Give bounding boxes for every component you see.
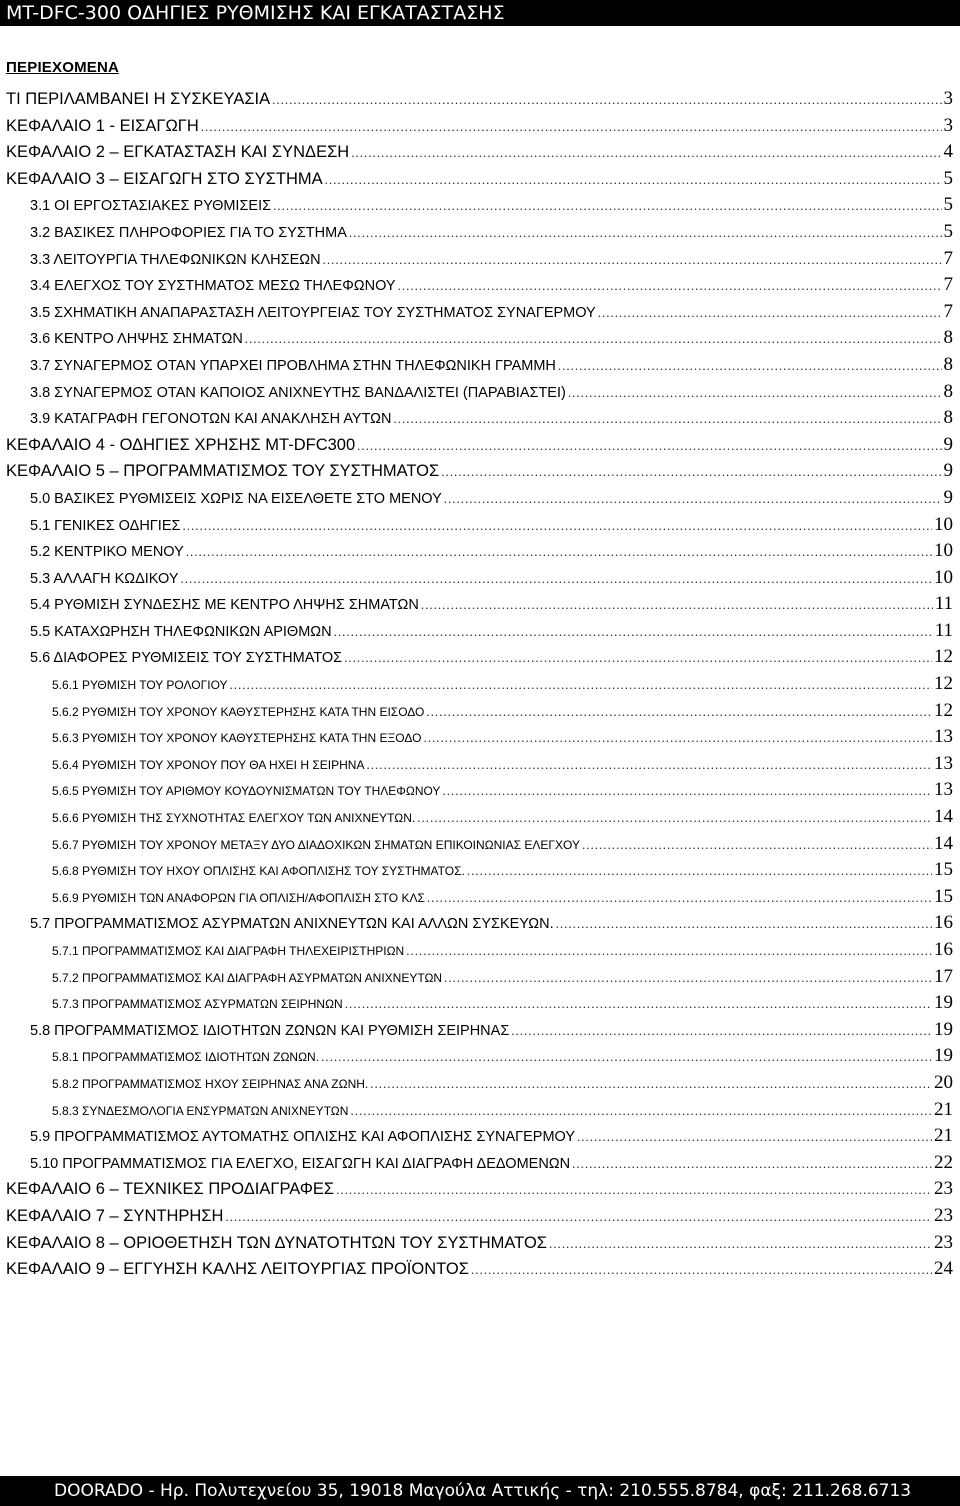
- toc-heading: ΠΕΡΙΕΧΟΜΕΝΑ: [6, 59, 120, 76]
- toc-entry-label: 5.6 ΔΙΑΦΟΡΕΣ ΡΥΘΜΙΣΕΙΣ ΤΟΥ ΣΥΣΤΗΜΑΤΟΣ: [30, 650, 343, 667]
- toc-entry[interactable]: [0, 115, 960, 142]
- toc-entry-page-number: 4: [943, 141, 953, 163]
- toc-entry-page-number: 20: [934, 1071, 953, 1093]
- toc-entry[interactable]: [0, 779, 960, 806]
- toc-entry-page-number: 9: [943, 486, 953, 508]
- toc-entry-label: 5.1 ΓΕΝΙΚΕΣ ΟΔΗΓΙΕΣ: [30, 517, 181, 534]
- document-title: MT-DFC-300 ΟΔΗΓΙΕΣ ΡΥΘΜΙΣΗΣ ΚΑΙ ΕΓΚΑΤΑΣΤΑΣΗΣ: [6, 2, 505, 24]
- toc-entry-label: 5.2 ΚΕΝΤΡΙΚΟ ΜΕΝΟΥ: [30, 544, 184, 561]
- toc-entry-page-number: 10: [934, 566, 953, 588]
- toc-entry-label: 3.6 ΚΕΝΤΡΟ ΛΗΨΗΣ ΣΗΜΑΤΩΝ: [30, 331, 243, 348]
- toc-entry[interactable]: [0, 1099, 960, 1126]
- toc-entry[interactable]: [0, 1232, 960, 1259]
- toc-leader-dots: [471, 1262, 932, 1278]
- toc-entry[interactable]: [0, 886, 960, 913]
- toc-entry[interactable]: [0, 1072, 960, 1099]
- toc-entry-page-number: 15: [934, 885, 953, 907]
- toc-leader-dots: [577, 1129, 932, 1145]
- toc-leader-dots: [345, 996, 932, 1012]
- toc-entry-label: 5.6.9 ΡΥΘΜΙΣΗ ΤΩΝ ΑΝΑΦΟΡΩΝ ΓΙΑ ΟΠΛΙΣΗ/ΑΦΟΠΛΙΣΗ ΣΤΟ ΚΛΣ: [52, 890, 425, 905]
- toc-entry-page-number: 8: [943, 380, 953, 402]
- toc-entry-label: 5.5 ΚΑΤΑΧΩΡΗΣΗ ΤΗΛΕΦΩΝΙΚΩΝ ΑΡΙΘΜΩΝ: [30, 623, 332, 640]
- toc-entry[interactable]: [0, 1205, 960, 1232]
- toc-entry-page-number: 5: [943, 220, 953, 242]
- toc-leader-dots: [394, 411, 942, 427]
- toc-entry-page-number: 12: [934, 646, 953, 668]
- toc-leader-dots: [273, 198, 941, 214]
- toc-entry-page-number: 19: [934, 1018, 953, 1040]
- toc-leader-dots: [182, 518, 932, 534]
- table-of-contents: [0, 88, 960, 1285]
- toc-entry-label: 5.6.1 ΡΥΘΜΙΣΗ ΤΟΥ ΡΟΛΟΓΙΟΥ: [52, 678, 228, 693]
- toc-leader-dots: [444, 970, 932, 986]
- toc-entry[interactable]: [0, 194, 960, 221]
- toc-leader-dots: [406, 943, 932, 959]
- toc-leader-dots: [325, 172, 942, 188]
- toc-entry[interactable]: [0, 514, 960, 541]
- toc-entry[interactable]: [0, 593, 960, 620]
- toc-leader-dots: [366, 757, 932, 773]
- toc-leader-dots: [334, 624, 933, 640]
- toc-entry-label: 5.4 ΡΥΘΜΙΣΗ ΣΥΝΔΕΣΗΣ ΜΕ ΚΕΝΤΡΟ ΛΗΨΗΣ ΣΗΜΑΤΩΝ: [30, 597, 419, 614]
- toc-entry[interactable]: [0, 327, 960, 354]
- toc-leader-dots: [370, 1076, 932, 1092]
- toc-entry[interactable]: [0, 966, 960, 993]
- toc-entry-page-number: 9: [943, 433, 953, 455]
- toc-entry-label: 3.9 ΚΑΤΑΓΡΑΦΗ ΓΕΓΟΝΟΤΩΝ ΚΑΙ ΑΝΑΚΛΗΣΗ ΑΥΤΩΝ: [30, 411, 392, 428]
- toc-entry-label: ΚΕΦΑΛΑΙΟ 8 – ΟΡΙΟΘΕΤΗΣΗ ΤΩΝ ΔΥΝΑΤΟΤΗΤΩΝ ΤΟΥ ΣΥΣΤΗΜΑΤΟΣ: [6, 1233, 547, 1252]
- toc-entry-page-number: 17: [934, 965, 953, 987]
- toc-entry[interactable]: [0, 248, 960, 275]
- toc-entry[interactable]: [0, 833, 960, 860]
- toc-entry-label: ΚΕΦΑΛΑΙΟ 7 – ΣΥΝΤΗΡΗΣΗ: [6, 1206, 224, 1225]
- toc-entry-page-number: 13: [934, 726, 953, 748]
- toc-leader-dots: [245, 331, 942, 347]
- toc-entry[interactable]: [0, 141, 960, 168]
- toc-leader-dots: [321, 1049, 932, 1065]
- toc-entry[interactable]: [0, 700, 960, 727]
- toc-leader-dots: [442, 783, 932, 799]
- toc-entry-label: 5.7.1 ΠΡΟΓΡΑΜΜΑΤΙΣΜΟΣ ΚΑΙ ΔΙΑΓΡΑΦΗ ΤΗΛΕΧΕΙΡΙΣΤΗΡΙΩΝ: [52, 944, 405, 958]
- toc-leader-dots: [186, 544, 932, 560]
- toc-entry-page-number: 11: [934, 593, 953, 615]
- toc-entry-page-number: 9: [943, 460, 953, 482]
- toc-entry-page-number: 12: [934, 673, 953, 695]
- toc-entry-page-number: 12: [934, 699, 953, 721]
- toc-leader-dots: [323, 252, 942, 268]
- toc-entry-page-number: 15: [934, 859, 953, 881]
- toc-entry[interactable]: [0, 673, 960, 700]
- toc-leader-dots: [181, 571, 932, 587]
- toc-entry[interactable]: [0, 168, 960, 195]
- toc-entry[interactable]: [0, 1178, 960, 1205]
- toc-entry-label: 3.5 ΣΧΗΜΑΤΙΚΗ ΑΝΑΠΑΡΑΣΤΑΣΗ ΛΕΙΤΟΥΡΓΕΙΑΣ ΤΟΥ ΣΥΣΤΗΜΑΤΟΣ ΣΥΝΑΓΕΡΜΟΥ: [30, 304, 596, 321]
- toc-leader-dots: [398, 278, 942, 294]
- toc-entry-page-number: 13: [934, 752, 953, 774]
- toc-entry-page-number: 3: [943, 88, 953, 109]
- toc-entry-label: 5.6.2 ΡΥΘΜΙΣΗ ΤΟΥ ΧΡΟΝΟΥ ΚΑΘΥΣΤΕΡΗΣΗΣ ΚΑΤΑ ΤΗΝ ΕΙΣΟΔΟ: [52, 704, 425, 719]
- toc-leader-dots: [572, 1156, 932, 1172]
- toc-entry-label: ΚΕΦΑΛΑΙΟ 2 – ΕΓΚΑΤΑΣΤΑΣΗ ΚΑΙ ΣΥΝΔΕΣΗ: [6, 143, 350, 162]
- toc-entry[interactable]: [0, 859, 960, 886]
- toc-entry-label: 5.6.7 ΡΥΘΜΙΣΗ ΤΟΥ ΧΡΟΝΟΥ ΜΕΤΑΞΥ ΔΥΟ ΔΙΑΔΟΧΙΚΩΝ ΣΗΜΑΤΩΝ ΕΠΙΚΟΙΝΩΝΙΑΣ ΕΛΕΓΧΟΥ: [52, 837, 580, 852]
- toc-entry-page-number: 21: [934, 1125, 953, 1147]
- toc-entry-label: 5.3 ΑΛΛΑΓΗ ΚΩΔΙΚΟΥ: [30, 570, 179, 587]
- toc-entry-page-number: 14: [934, 832, 953, 854]
- toc-entry-page-number: 8: [943, 327, 953, 349]
- toc-leader-dots: [467, 863, 932, 879]
- toc-entry[interactable]: [0, 301, 960, 328]
- toc-entry-label: 5.8.2 ΠΡΟΓΡΑΜΜΑΤΙΣΜΟΣ ΗΧΟΥ ΣΕΙΡΗΝΑΣ ΑΝΑ ΖΩΝΗ.: [52, 1076, 369, 1091]
- toc-entry[interactable]: [0, 88, 960, 115]
- toc-leader-dots: [349, 225, 942, 241]
- toc-entry-label: 5.7.3 ΠΡΟΓΡΑΜΜΑΤΙΣΜΟΣ ΑΣΥΡΜΑΤΩΝ ΣΕΙΡΗΝΩΝ: [52, 997, 343, 1012]
- toc-entry[interactable]: [0, 1019, 960, 1046]
- toc-entry-page-number: 24: [934, 1258, 953, 1280]
- toc-entry-page-number: 23: [934, 1231, 953, 1253]
- toc-entry-page-number: 11: [934, 619, 953, 641]
- toc-entry-label: 3.7 ΣΥΝΑΓΕΡΜΟΣ ΟΤΑΝ ΥΠΑΡΧΕΙ ΠΡΟΒΛΗΜΑ ΣΤΗΝ ΤΗΛΕΦΩΝΙΚΗ ΓΡΑΜΜΗ: [30, 357, 556, 374]
- toc-entry-label: 3.8 ΣΥΝΑΓΕΡΜΟΣ ΟΤΑΝ ΚΑΠΟΙΟΣ ΑΝΙΧΝΕΥΤΗΣ ΒΑΝΔΑΛΙΣΤΕΙ (ΠΑΡΑΒΙΑΣΤΕΙ): [30, 384, 566, 401]
- toc-entry[interactable]: [0, 1258, 960, 1285]
- toc-entry-label: 5.6.6 ΡΥΘΜΙΣΗ ΤΗΣ ΣΥΧΝΟΤΗΤΑΣ ΕΛΕΓΧΟΥ ΤΩΝ ΑΝΙΧΝΕΥΤΩΝ.: [52, 811, 416, 826]
- toc-entry-label: 5.0 ΒΑΣΙΚΕΣ ΡΥΘΜΙΣΕΙΣ ΧΩΡΙΣ ΝΑ ΕΙΣΕΛΘΕΤΕ ΣΤΟ ΜΕΝΟΥ: [30, 490, 442, 507]
- toc-entry-label: 5.8.3 ΣΥΝΔΕΣΜΟΛΟΓΙΑ ΕΝΣΥΡΜΑΤΩΝ ΑΝΙΧΝΕΥΤΩΝ: [52, 1103, 349, 1118]
- toc-entry-page-number: 10: [934, 513, 953, 535]
- toc-entry-page-number: 16: [934, 912, 953, 934]
- toc-leader-dots: [598, 305, 942, 321]
- toc-leader-dots: [201, 119, 942, 135]
- toc-entry-page-number: 16: [934, 939, 953, 960]
- toc-entry[interactable]: [0, 939, 960, 966]
- toc-leader-dots: [444, 491, 942, 507]
- toc-leader-dots: [549, 1236, 932, 1252]
- toc-leader-dots: [417, 810, 932, 826]
- toc-entry-label: 5.6.3 ΡΥΘΜΙΣΗ ΤΟΥ ΧΡΟΝΟΥ ΚΑΘΥΣΤΕΡΗΣΗΣ ΚΑΤΑ ΤΗΝ ΕΞΟΔΟ: [52, 731, 422, 746]
- toc-entry-label: 3.4 ΕΛΕΓΧΟΣ ΤΟΥ ΣΥΣΤΗΜΑΤΟΣ ΜΕΣΩ ΤΗΛΕΦΩΝΟΥ: [30, 278, 396, 295]
- footer-bar: [0, 1476, 960, 1506]
- toc-entry-page-number: 23: [934, 1204, 953, 1226]
- toc-entry-page-number: 19: [934, 992, 953, 1014]
- toc-entry-label: 5.6.4 ΡΥΘΜΙΣΗ ΤΟΥ ΧΡΟΝΟΥ ΠΟΥ ΘΑ ΗΧΕΙ Η ΣΕΙΡΗΝΑ: [52, 757, 365, 772]
- toc-leader-dots: [558, 358, 942, 374]
- toc-entry[interactable]: [0, 221, 960, 248]
- toc-entry-label: ΚΕΦΑΛΑΙΟ 1 - ΕΙΣΑΓΩΓΗ: [6, 116, 199, 135]
- toc-entry[interactable]: [0, 540, 960, 567]
- toc-leader-dots: [568, 385, 942, 401]
- toc-entry-label: ΚΕΦΑΛΑΙΟ 6 – ΤΕΧΝΙΚΕΣ ΠΡΟΔΙΑΓΡΑΦΕΣ: [6, 1180, 335, 1199]
- toc-entry-label: 3.1 ΟΙ ΕΡΓΟΣΤΑΣΙΑΚΕΣ ΡΥΘΜΙΣΕΙΣ: [30, 198, 272, 215]
- toc-entry[interactable]: [0, 620, 960, 647]
- toc-entry-page-number: 13: [934, 779, 953, 801]
- toc-leader-dots: [427, 890, 932, 906]
- toc-leader-dots: [426, 704, 932, 720]
- toc-entry[interactable]: [0, 646, 960, 673]
- toc-entry-label: ΚΕΦΑΛΑΙΟ 3 – ΕΙΣΑΓΩΓΗ ΣΤΟ ΣΥΣΤΗΜΑ: [6, 169, 323, 188]
- toc-entry[interactable]: [0, 806, 960, 833]
- toc-entry-label: 5.8.1 ΠΡΟΓΡΑΜΜΑΤΙΣΜΟΣ ΙΔΙΟΤΗΤΩΝ ΖΩΝΩΝ.: [52, 1050, 320, 1065]
- toc-entry-page-number: 10: [934, 540, 953, 562]
- footer-contact-text: DOORADO - Ηρ. Πολυτεχνείου 35, 19018 Μαγούλα Αττικής - τηλ: 210.555.8784, φαξ: 211.268.6713: [54, 1481, 912, 1501]
- toc-leader-dots: [351, 145, 941, 161]
- toc-entry-label: ΚΕΦΑΛΑΙΟ 5 – ΠΡΟΓΡΑΜΜΑΤΙΣΜΟΣ ΤΟΥ ΣΥΣΤΗΜΑΤΟΣ: [6, 462, 440, 481]
- toc-entry-label: ΤΙ ΠΕΡΙΛΑΜΒΑΝΕΙ Η ΣΥΣΚΕΥΑΣΙΑ: [6, 90, 271, 108]
- toc-entry[interactable]: [0, 434, 960, 461]
- toc-leader-dots: [441, 464, 941, 480]
- toc-entry[interactable]: [0, 726, 960, 753]
- toc-leader-dots: [423, 730, 932, 746]
- toc-entry-label: 3.3 ΛΕΙΤΟΥΡΓΙΑ ΤΗΛΕΦΩΝΙΚΩΝ ΚΛΗΣΕΩΝ: [30, 251, 321, 268]
- toc-entry[interactable]: [0, 274, 960, 301]
- toc-entry-page-number: 22: [934, 1151, 953, 1173]
- toc-entry-page-number: 5: [943, 167, 953, 189]
- toc-entry[interactable]: [0, 753, 960, 780]
- toc-entry-page-number: 5: [943, 194, 953, 216]
- toc-leader-dots: [556, 916, 932, 932]
- toc-leader-dots: [344, 650, 932, 666]
- toc-leader-dots: [230, 677, 932, 693]
- toc-leader-dots: [582, 837, 932, 853]
- toc-entry-label: ΚΕΦΑΛΑΙΟ 4 - ΟΔΗΓΙΕΣ ΧΡΗΣΗΣ MT-DFC300: [6, 435, 356, 454]
- toc-entry[interactable]: [0, 1152, 960, 1179]
- toc-entry[interactable]: [0, 1045, 960, 1072]
- toc-leader-dots: [272, 92, 941, 108]
- toc-leader-dots: [421, 597, 933, 613]
- toc-entry[interactable]: [0, 992, 960, 1019]
- toc-leader-dots: [350, 1103, 932, 1119]
- toc-entry[interactable]: [0, 407, 960, 434]
- toc-entry-page-number: 7: [943, 300, 953, 322]
- toc-entry-page-number: 7: [943, 247, 953, 269]
- toc-entry-page-number: 14: [934, 806, 953, 828]
- toc-entry[interactable]: [0, 460, 960, 487]
- toc-entry-label: 5.6.5 ΡΥΘΜΙΣΗ ΤΟΥ ΑΡΙΘΜΟΥ ΚΟΥΔΟΥΝΙΣΜΑΤΩΝ ΤΟΥ ΤΗΛΕΦΩΝΟΥ: [52, 784, 441, 799]
- toc-entry-page-number: 7: [943, 274, 953, 296]
- toc-entry-label: 3.2 ΒΑΣΙΚΕΣ ΠΛΗΡΟΦΟΡΙΕΣ ΓΙΑ ΤΟ ΣΥΣΤΗΜΑ: [30, 224, 347, 241]
- toc-entry-label: 5.9 ΠΡΟΓΡΑΜΜΑΤΙΣΜΟΣ ΑΥΤΟΜΑΤΗΣ ΟΠΛΙΣΗΣ ΚΑΙ ΑΦΟΠΛΙΣΗΣ ΣΥΝΑΓΕΡΜΟΥ: [30, 1129, 576, 1146]
- toc-entry[interactable]: [0, 381, 960, 408]
- toc-leader-dots: [225, 1209, 932, 1225]
- toc-entry-page-number: 8: [943, 353, 953, 375]
- toc-entry[interactable]: [0, 487, 960, 514]
- toc-entry-label: 5.7.2 ΠΡΟΓΡΑΜΜΑΤΙΣΜΟΣ ΚΑΙ ΔΙΑΓΡΑΦΗ ΑΣΥΡΜΑΤΩΝ ΑΝΙΧΝΕΥΤΩΝ: [52, 970, 443, 985]
- toc-entry-label: 5.6.8 ΡΥΘΜΙΣΗ ΤΟΥ ΗΧΟΥ ΟΠΛΙΣΗΣ ΚΑΙ ΑΦΟΠΛΙΣΗΣ ΤΟΥ ΣΥΣΤΗΜΑΤΟΣ.: [52, 864, 465, 879]
- toc-entry-page-number: 19: [934, 1045, 953, 1067]
- toc-entry-label: ΚΕΦΑΛΑΙΟ 9 – ΕΓΓΥΗΣΗ ΚΑΛΗΣ ΛΕΙΤΟΥΡΓΙΑΣ ΠΡΟΪΟΝΤΟΣ: [6, 1260, 469, 1279]
- header-bar: [0, 0, 960, 26]
- toc-leader-dots: [336, 1182, 932, 1198]
- toc-entry-label: 5.10 ΠΡΟΓΡΑΜΜΑΤΙΣΜΟΣ ΓΙΑ ΕΛΕΓΧΟ, ΕΙΣΑΓΩΓΗ ΚΑΙ ΔΙΑΓΡΑΦΗ ΔΕΔΟΜΕΝΩΝ: [30, 1155, 571, 1172]
- toc-entry-label: 5.7 ΠΡΟΓΡΑΜΜΑΤΙΣΜΟΣ ΑΣΥΡΜΑΤΩΝ ΑΝΙΧΝΕΥΤΩΝ ΚΑΙ ΑΛΛΩΝ ΣΥΣΚΕΥΩΝ.: [30, 916, 554, 933]
- toc-entry-page-number: 23: [934, 1178, 953, 1200]
- toc-entry[interactable]: [0, 567, 960, 594]
- toc-entry-page-number: 8: [943, 407, 953, 429]
- toc-entry[interactable]: [0, 1125, 960, 1152]
- toc-entry-page-number: 3: [943, 114, 953, 136]
- toc-entry[interactable]: [0, 354, 960, 381]
- toc-entry-page-number: 21: [934, 1098, 953, 1120]
- toc-entry-label: 5.8 ΠΡΟΓΡΑΜΜΑΤΙΣΜΟΣ ΙΔΙΟΤΗΤΩΝ ΖΩΝΩΝ ΚΑΙ ΡΥΘΜΙΣΗ ΣΕΙΡΗΝΑΣ: [30, 1022, 510, 1039]
- toc-leader-dots: [511, 1023, 932, 1039]
- toc-leader-dots: [357, 438, 941, 454]
- toc-entry[interactable]: [0, 912, 960, 939]
